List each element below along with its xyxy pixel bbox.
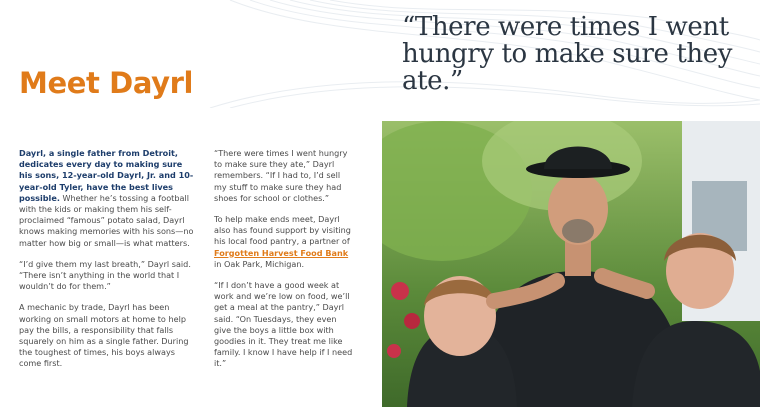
pull-quote: “There were times I went hungry to make sure they ate.” xyxy=(402,12,733,96)
family-photo xyxy=(382,121,760,407)
food-bank-link[interactable]: Forgotten Harvest Food Bank xyxy=(214,247,349,258)
paragraph-pantry xyxy=(214,214,354,270)
paragraph-intro xyxy=(19,148,197,249)
intro-lead: Dayrl, a single father from Detroit, dedicates every day to making sure his sons, 12-year-old Dayrl, Jr. and 10-year-old Tyler, have the best lives possible. xyxy=(19,148,194,203)
pantry-text-before: To help make ends meet, Dayrl also has found support by visiting his local food pantry, a partner of xyxy=(214,214,351,247)
story-column-left xyxy=(19,148,197,380)
header-band xyxy=(0,0,760,108)
paragraph-tuesdays: “If I don’t have a good week at work and we’re low on food, we’ll get a meal at the pantry,” Dayrl said. “On Tuesdays, they even give the boys a little box with goodies in it. They treat me like family. I know I have help if I need it.” xyxy=(214,280,353,369)
page-title: Meet Dayrl xyxy=(19,66,194,100)
paragraph-hungry: “There were times I went hungry to make sure they ate,” Dayrl remembers. “If I had to, I’d sell my stuff to make sure they had shoes for school or clothes.” xyxy=(214,148,348,203)
story-column-right xyxy=(214,148,354,380)
paragraph-mechanic: A mechanic by trade, Dayrl has been working on small motors at home to help pay the bills, a responsibility that falls squarely on him as a single father. During the toughest of times, his boys always come first. xyxy=(19,302,189,369)
paragraph-quote: “I’d give them my last breath,” Dayrl said. “There isn’t anything in the world that I wouldn’t do for them.” xyxy=(19,258,191,292)
pantry-text-after: in Oak Park, Michigan. xyxy=(214,258,305,269)
intro-body: Whether he’s tossing a football with the kids or making them his self-proclaimed “famous” potato salad, Dayrl knows making memories with his sons—no matter how big or small—is what matters. xyxy=(19,192,194,248)
